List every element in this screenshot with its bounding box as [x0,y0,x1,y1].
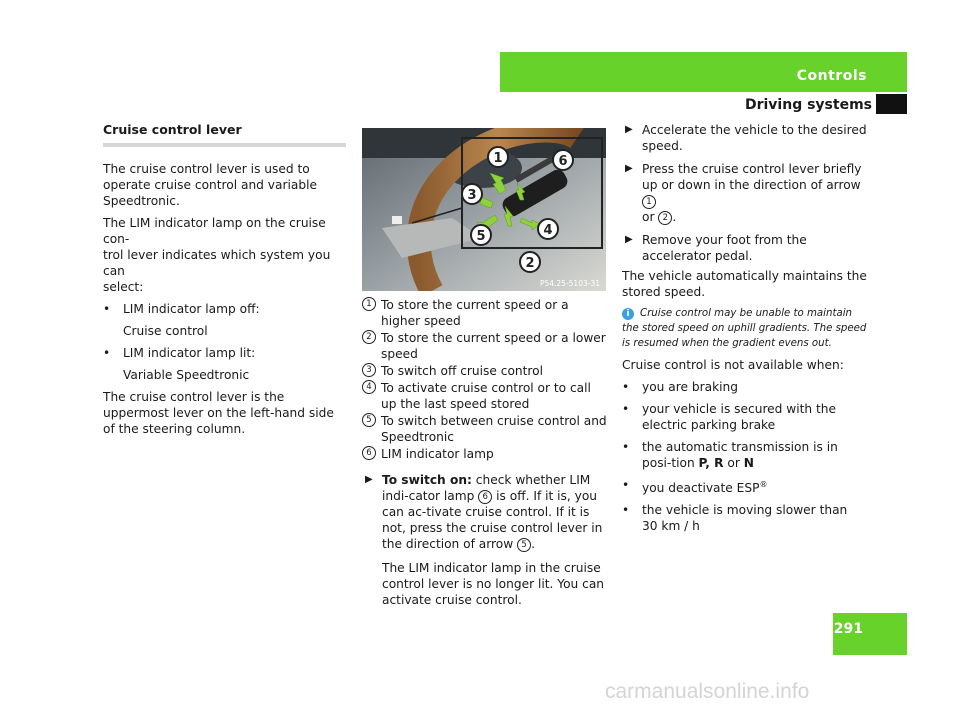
bullet-dot-icon: • [622,380,630,394]
watermark: carmanualsonline.info [605,680,810,703]
bullet-item [103,301,346,317]
step-text: or [642,210,659,224]
step-text: Press the cruise control lever briefly up or down in the direction of arrow [642,162,862,192]
info-note [622,306,868,351]
bullet-dot-icon: • [103,346,111,360]
text-line: trol lever indicates which system you can [103,248,331,278]
number-circle-icon: 1 [642,195,656,209]
legend-text: To store the current speed or a higher speed [381,298,569,328]
left-column [103,122,346,443]
bullet-text: LIM indicator lamp lit: [123,346,256,360]
switch-on-step [362,472,608,552]
cruise-control-lever-photo [362,128,606,291]
bullet-item [622,379,868,395]
header-marker-block [876,94,907,114]
callout-1: 1 [493,151,503,166]
bullet-text: your vehicle is secured with the electric parking brake [642,402,837,432]
number-circle-icon: 1 [362,297,376,311]
callout-4: 4 [543,223,553,238]
bullet-subtext: Cruise control [123,324,208,338]
legend-item-6 [362,446,608,462]
step-arrow-icon: ▶ [625,163,633,174]
legend-column [362,297,608,614]
step-label: To switch on: [382,473,472,487]
legend-text: LIM indicator lamp [381,447,494,461]
text-line: select: [103,280,144,294]
heading-cruise-control-lever: Cruise control lever [103,122,242,137]
legend-item-3 [362,363,608,379]
callout-5: 5 [476,229,486,244]
legend-item-2 [362,330,608,362]
legend-text: To store the current speed or a lower speed [381,331,606,361]
heading-rule [103,143,346,147]
callout-3: 3 [467,188,477,203]
lever-illustration [362,128,606,291]
step-arrow-icon: ▶ [365,474,373,485]
step-text: Remove your foot from the accelerator pedal. [642,233,807,263]
number-circle-icon: 2 [658,211,672,225]
bullet-item [103,345,346,361]
step-item [622,161,868,225]
bullet-text-bold: P, R [698,456,724,470]
number-circle-icon: 3 [362,363,376,377]
bullet-item [622,502,868,534]
bullet-dot-icon: • [622,440,630,454]
callout-2: 2 [525,256,535,271]
figure-code: P54.25-5103-31 [539,279,600,288]
bullet-text: you are braking [642,380,738,394]
step-arrow-icon: ▶ [625,124,633,135]
legend-text: To switch off cruise control [381,364,543,378]
legend-text: To switch between cruise control and Speedtronic [381,414,607,444]
number-circle-icon: 2 [362,330,376,344]
legend-item-4 [362,380,608,412]
legend-item-1 [362,297,608,329]
right-column [622,122,868,540]
page-number: 291 [833,621,863,637]
section-title: Controls [796,68,867,84]
page-number-band [833,613,907,655]
bullet-dot-icon: • [622,402,630,416]
number-circle-icon: 5 [517,538,531,552]
bullet-item [622,477,868,496]
bullet-dot-icon: • [103,302,111,316]
paragraph [103,215,346,295]
number-circle-icon: 5 [362,413,376,427]
text-line: The LIM indicator lamp on the cruise con- [103,216,326,246]
bullet-text: the automatic transmission is in posi-tion [642,440,838,470]
legend-text: To activate cruise control or to call up the last speed stored [381,381,591,411]
number-circle-icon: 6 [478,490,492,504]
bullet-text: or [723,456,744,470]
step-text: Accelerate the vehicle to the desired speed. [642,123,867,153]
section-header-band [500,52,907,92]
bullet-text: LIM indicator lamp off: [123,302,260,316]
note-text: Cruise control may be unable to maintain the stored speed on uphill gradients. The speed is resumed when the gradient evens out. [622,308,867,349]
bullet-text: you deactivate ESP [642,481,760,496]
number-circle-icon: 6 [362,446,376,460]
step-text: . [531,537,535,551]
paragraph: The LIM indicator lamp in the cruise control lever is no longer lit. You can activate cruise control. [382,561,605,607]
registered-mark: ® [759,480,768,489]
bullet-text-bold: N [743,456,754,470]
step-text: is off. If it is, you can ac-tivate cruise control. If it is not, press the cruise control lever in the direction of arrow [382,489,603,551]
bullet-item [622,439,868,471]
bullet-dot-icon: • [622,503,630,518]
info-icon: i [622,308,634,320]
legend-item-5 [362,413,608,445]
bullet-dot-icon: • [622,478,630,492]
paragraph: Cruise control is not available when: [622,358,844,372]
step-arrow-icon: ▶ [625,234,633,245]
bullet-text: the vehicle is moving slower than [642,503,848,518]
bullet-subtext: Variable Speedtronic [123,368,250,382]
bullet-item [622,401,868,433]
step-item [622,232,868,264]
number-circle-icon: 4 [362,380,376,394]
paragraph: The vehicle automatically maintains the stored speed. [622,269,867,299]
step-text: check whether LIM indi-cator lamp [382,473,591,503]
bullet-text: 30 km / h [642,519,700,534]
callout-6: 6 [558,154,568,169]
paragraph: The cruise control lever is the uppermost lever on the left-hand side of the steering column. [103,390,334,436]
subsection-title: Driving systems [744,97,872,113]
step-item [622,122,868,154]
paragraph: The cruise control lever is used to operate cruise control and variable Speedtronic. [103,162,317,208]
step-text: . [672,210,677,224]
